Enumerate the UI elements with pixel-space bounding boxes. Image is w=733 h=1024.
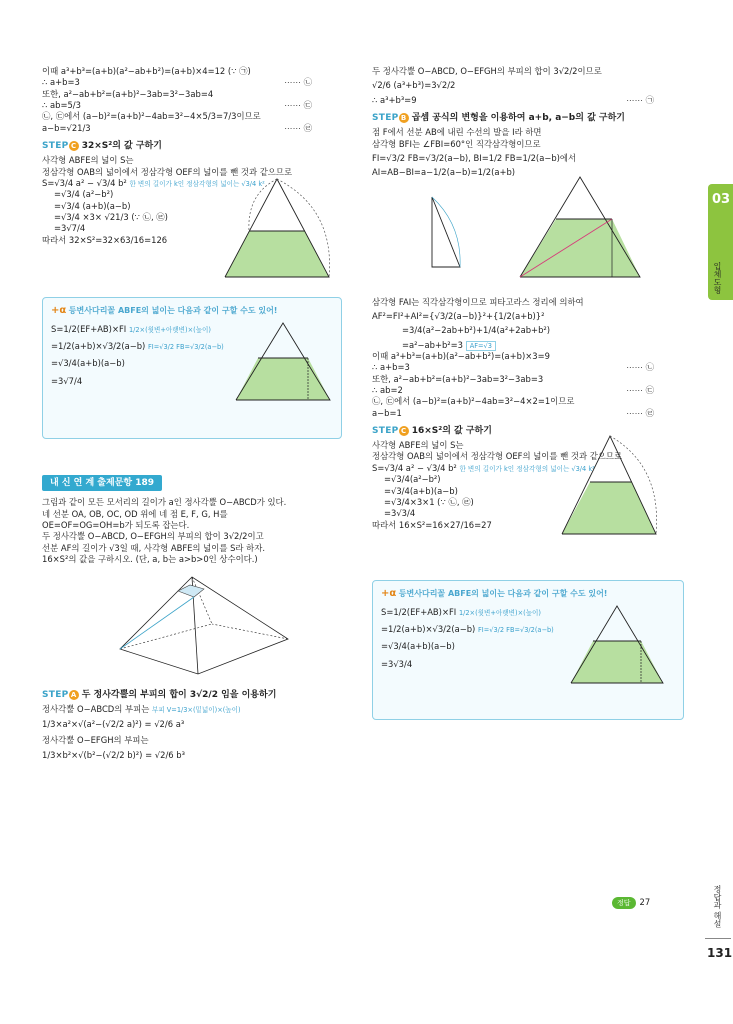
step-b-body: [372, 127, 684, 178]
trapezoid-figure: [217, 159, 337, 279]
problem-line: 선분 AF의 길이가 √3일 때, 사각형 ABFE의 넓이를 S라 하자.: [42, 542, 266, 553]
eq-line: a−b=√21/3 ⋯⋯ ㉣: [42, 122, 312, 133]
eq-line: =√3/4(a+b)(a−b): [384, 485, 458, 496]
eq-line: S=1/2(EF+AB)×FI 1/2×(윗변+아랫변)×(높이): [51, 323, 212, 334]
left-derivation: [42, 66, 342, 134]
problem-line: 16×S²의 값을 구하시오. (단, a, b는 a>b>0인 상수이다.): [42, 554, 258, 565]
eq-line: 따라서 32×S²=32×63/16=126: [42, 234, 168, 245]
eq-line: ㉡, ㉢에서 (a−b)²=(a+b)²−4ab=3²−4×2=1이므로: [372, 396, 575, 407]
problem-text: [42, 497, 342, 565]
plus-heading: +α 등변사다리꼴 ABFE의 넓이는 다음과 같이 구할 수도 있어!: [381, 588, 608, 600]
eq-line: 이때 a³+b³=(a+b)(a²−ab+b²)=(a+b)×4=12 (∵ ㉠): [42, 66, 251, 76]
chapter-number: 03: [712, 192, 731, 207]
eq-line: ∴ ab=5/3 ⋯⋯ ㉢: [42, 100, 312, 111]
step-c-body: [42, 155, 342, 283]
eq-line: =√3/4 ×3× √21/3 (∵ ㉡, ㉣): [54, 211, 168, 222]
problem-line: OE=OF=OG=OH=b가 되도록 잡는다.: [42, 520, 190, 531]
eq-line: 따라서 16×S²=16×27/16=27: [372, 519, 492, 530]
eq-line: FI=√3/2 FB=√3/2(a−b), BI=1/2 FB=1/2(a−b)에서: [372, 152, 577, 163]
left-column: [42, 66, 342, 765]
right-column: [372, 66, 684, 720]
eq-line: =1/2(a+b)×√3/2(a−b) FI=√3/2 FB=√3/2(a−b): [51, 341, 224, 352]
step-a-body: [42, 704, 342, 761]
pythagoras-body: [372, 297, 684, 419]
eq-line: 또한, a²−ab+b²=(a+b)²−3ab=3²−3ab=3: [372, 373, 544, 384]
step-c-heading: STEP C 32×S²의 값 구하기: [42, 141, 162, 152]
eq-line: 정사각뿔 O−EFGH의 부피는: [42, 734, 149, 745]
page-number: 131: [707, 946, 733, 960]
eq-line: =√3/4(a²−b²): [384, 474, 441, 485]
eq-line: S=√3/4 a² − √3/4 b² 한 변의 길이가 k인 정삼각형의 넓이는 √3/4 k²: [42, 177, 265, 188]
eq-line: =√3/4(a+b)(a−b): [381, 641, 455, 652]
eq-line: =√3/4 (a+b)(a−b): [54, 200, 131, 211]
eq-line: AF²=FI²+AI²={√3/2(a−b)}²+{1/2(a+b)}²: [372, 310, 545, 321]
eq-line: =a²−ab+b²=3 AF=√3: [372, 340, 684, 351]
triangle-construct-figure: [512, 173, 652, 293]
eq-line: =3√7/4: [51, 375, 83, 386]
right-triangle-figure: [412, 185, 492, 295]
plus-heading: +α 등변사다리꼴 ABFE의 넓이는 다음과 같이 구할 수도 있어!: [51, 305, 278, 317]
eq-line: =√3/4 (a²−b²): [54, 189, 114, 200]
footer-title: 정답과 해설: [713, 885, 722, 928]
eq-line: S=√3/4 a² − √3/4 b² 한 변의 길이가 k인 정삼각형의 넓이는 √3/4 k²: [372, 462, 595, 473]
eq-line: =3/4(a²−2ab+b²)+1/4(a²+2ab+b²): [402, 325, 551, 336]
eq-line: 삼각형 FAI는 직각삼각형이므로 피타고라스 정리에 의하여: [372, 296, 584, 307]
eq-line: ∴ ab=2 ⋯⋯ ㉢: [372, 384, 654, 395]
eq-line: 또한, a²−ab+b²=(a+b)²−3ab=3²−3ab=4: [42, 88, 214, 99]
eq-line: 점 F에서 선분 AB에 내린 수선의 발을 I라 하면: [372, 127, 542, 138]
eq-line: =3√3/4: [381, 658, 413, 669]
eq-line: a−b=1 ⋯⋯ ㉣: [372, 407, 654, 418]
eq-line: 삼각형 BFI는 ∠FBI=60°인 직각삼각형이므로: [372, 138, 541, 149]
eq-line: ∴ a³+b³=9 ⋯⋯ ㉠: [372, 94, 654, 105]
step-b-figures: [372, 179, 684, 297]
plus-figure-right: [563, 601, 673, 701]
step-c-heading-right: STEP C 16×S²의 값 구하기: [372, 425, 492, 436]
problem-line: 두 정사각뿔 O−ABCD, O−EFGH의 부피의 합이 3√2/2이고: [42, 531, 264, 542]
eq-line: 두 정사각뿔 O−ABCD, O−EFGH의 부피의 합이 3√2/2이므로: [372, 66, 602, 76]
trapezoid-fill: [225, 231, 329, 277]
plus-figure-left: [228, 318, 338, 418]
problem-line: 그림과 같이 모든 모서리의 길이가 a인 정사각뿔 O−ABCD가 있다.: [42, 497, 287, 508]
plus-box-right: [372, 580, 684, 720]
chapter-title: 입체도형: [713, 262, 722, 294]
problem-line: 네 선분 OA, OB, OC, OD 위에 네 점 E, F, G, H를: [42, 508, 228, 519]
eq-line: 사각형 ABFE의 넓이 S는: [42, 155, 134, 166]
problem-tag: 내 신 연 계 출제문항 189: [42, 475, 162, 491]
eq-line: √2/6 (a³+b³)=3√2/2: [372, 80, 456, 91]
eq-line: 사각형 ABFE의 넓이 S는: [372, 440, 464, 451]
eq-line: 1/3×b²×√(b²−(√2/2 b)²) = √2/6 b³: [42, 749, 185, 760]
answer-badge: 정답 27: [612, 897, 650, 909]
step-c-body-right: [372, 440, 684, 572]
eq-line: 정삼각형 OAB의 넓이에서 정삼각형 OEF의 넓이를 뺀 것과 같으므로: [42, 166, 293, 177]
eq-line: =3√7/4: [54, 223, 86, 234]
eq-line: =√3/4×3×1 (∵ ㉡, ㉣): [384, 496, 474, 507]
eq-line: 정사각뿔 O−ABCD의 부피는 부피 V=1/3×(밑넓이)×(높이): [42, 703, 241, 714]
eq-line: =3√3/4: [384, 508, 416, 519]
eq-line: ∴ a+b=3 ⋯⋯ ㉡: [372, 362, 654, 373]
eq-line: ∴ a+b=3 ⋯⋯ ㉡: [42, 77, 312, 88]
eq-line: 정삼각형 OAB의 넓이에서 정삼각형 OEF의 넓이를 뺀 것과 같으므로: [372, 451, 623, 462]
pyramid-figure: [92, 569, 312, 679]
eq-line: =1/2(a+b)×√3/2(a−b) FI=√3/2 FB=√3/2(a−b): [381, 623, 554, 634]
plus-box-left: [42, 297, 342, 439]
page-number-rule: [705, 938, 731, 939]
eq-line: ㉡, ㉢에서 (a−b)²=(a+b)²−4ab=3²−4×5/3=7/3이므로: [42, 111, 261, 122]
step-b-heading: STEP B 곱셈 공식의 변형을 이용하여 a+b, a−b의 값 구하기: [372, 113, 625, 124]
trapezoid-figure-right: [550, 426, 670, 546]
eq-line: =√3/4(a+b)(a−b): [51, 358, 125, 369]
eq-line: 1/3×a²×√(a²−(√2/2 a)²) = √2/6 a³: [42, 719, 185, 730]
eq-line: AI=AB−BI=a−1/2(a−b)=1/2(a+b): [372, 167, 516, 178]
eq-line: S=1/2(EF+AB)×FI 1/2×(윗변+아랫변)×(높이): [381, 606, 542, 617]
eq-line: 이때 a³+b³=(a+b)(a²−ab+b²)=(a+b)×3=9: [372, 350, 550, 361]
step-a-heading: STEP A 두 정사각뿔의 부피의 합이 3√2/2 임을 이용하기: [42, 689, 277, 700]
